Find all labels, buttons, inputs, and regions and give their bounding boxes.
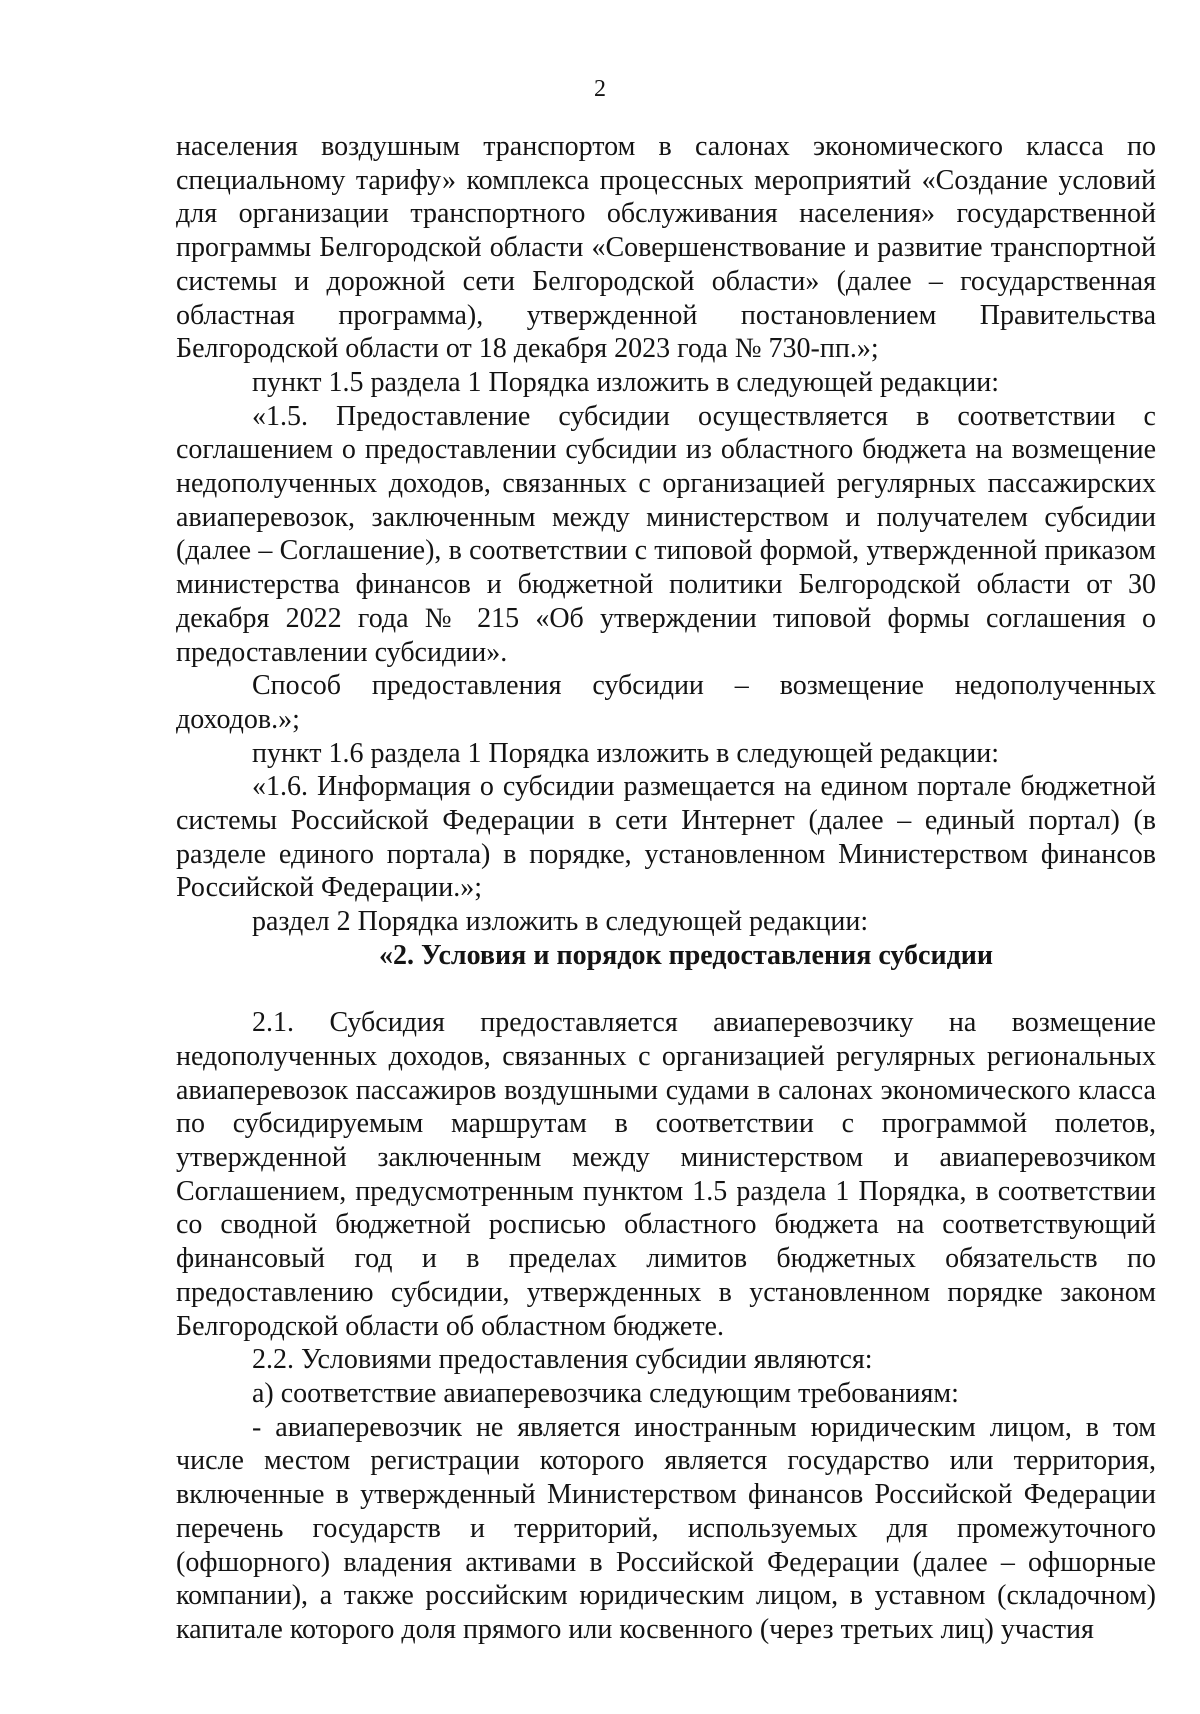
section-2-heading: «2. Условия и порядок предоставления субсидии (378, 939, 994, 971)
blank-line (176, 973, 1156, 1007)
paragraph-clause-1-5: «1.5. Предоставление субсидии осуществляется в соответствии с соглашением о предоставлении субсидии из областного бюджета на возмещение недополученных доходов, связанных с организацией регулярных пассажирских авиаперевозок, заключенным между министерством и получателем субсидии (далее – Соглашение), в соответствии с типовой формой, утвержденной приказом министерства финансов и бюджетной политики Белгородской области от 30 декабря 2022 года № 215 «Об утверждении типовой формы соглашения о предоставлении субсидии». (176, 400, 1156, 668)
paragraph-amendment-1-6-intro: пункт 1.6 раздела 1 Порядка изложить в следующей редакции: (252, 737, 999, 769)
paragraph-requirement-offshore: - авиаперевозчик не является иностранным юридическим лицом, в том числе местом регистрации которого является государство или территория, включенные в утвержденный Министерством финансов Российской Федерации перечень государств и территорий, используемых для промежуточного (офшорного) владения активами в Российской Федерации (далее – офшорные компании), а также российским юридическим лицом, в уставном (складочном) капитале которого доля прямого или косвенного (через третьих лиц) участия (176, 1411, 1156, 1645)
paragraph-clause-1-6: «1.6. Информация о субсидии размещается на едином портале бюджетной системы Российской Федерации в сети Интернет (далее – единый портал) (в разделе единого портала) в порядке, установленном Министерством финансов Российской Федерации.»; (176, 771, 1156, 904)
paragraph-section-2-intro: раздел 2 Порядка изложить в следующей редакции: (252, 906, 869, 938)
page-number: 2 (594, 76, 606, 102)
paragraph-subsidy-method: Способ предоставления субсидии – возмещение недополученных доходов.»; (176, 670, 1156, 735)
paragraph-clause-2-2: 2.2. Условиями предоставления субсидии являются: (252, 1344, 873, 1376)
document-body (176, 130, 1156, 1647)
paragraph-clause-2-1: 2.1. Субсидия предоставляется авиаперевозчику на возмещение недополученных доходов, связанных с организацией регулярных региональных авиаперевозок пассажиров воздушными судами в салонах экономического класса по субсидируемым маршрутам в соответствии с программой полетов, утвержденной заключенным между министерством и авиаперевозчиком Соглашением, предусмотренным пунктом 1.5 раздела 1 Порядка, в соответствии со сводной бюджетной росписью областного бюджета на соответствующий финансовый год и в пределах лимитов бюджетных обязательств по предоставлению субсидии, утвержденных в установленном порядке законом Белгородской области об областном бюджете. (176, 1007, 1156, 1342)
paragraph-amendment-1-5-intro: пункт 1.5 раздела 1 Порядка изложить в следующей редакции: (252, 366, 999, 398)
paragraph-continuation: населения воздушным транспортом в салонах экономического класса по специальному тарифу» комплекса процессных мероприятий «Создание условий для организации транспортного обслуживания населения» государственной программы Белгородской области «Совершенствование и развитие транспортной системы и дорожной сети Белгородской области» (далее – государственная областная программа), утвержденной постановлением Правительства Белгородской области от 18 декабря 2023 года № 730-пп.»; (176, 131, 1156, 365)
paragraph-item-a: а) соответствие авиаперевозчика следующим требованиям: (252, 1378, 959, 1409)
